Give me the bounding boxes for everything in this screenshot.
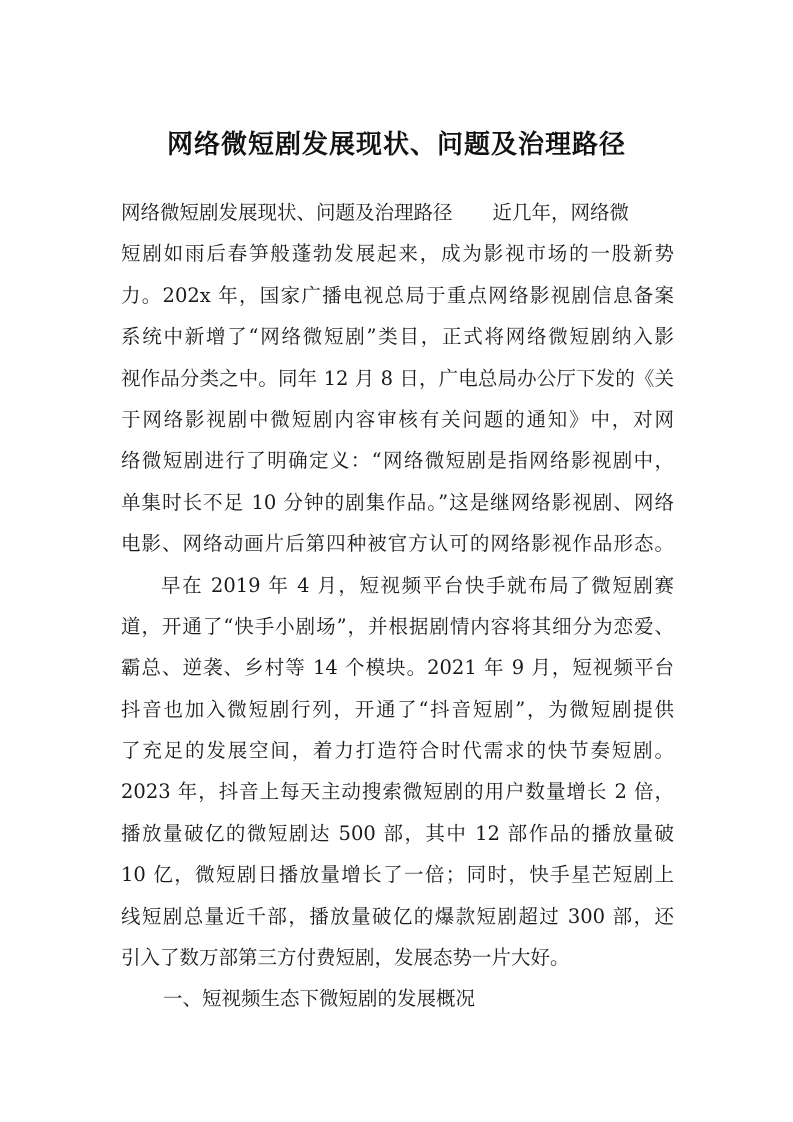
paragraph-line: 单集时长不足 10 分钟的剧集作品。”这是继网络影视剧、网络 xyxy=(121,490,674,514)
inline-title-repeat: 网络微短剧发展现状、问题及治理路径 xyxy=(121,201,453,224)
paragraph-2 xyxy=(121,565,674,979)
document-body xyxy=(121,192,674,1020)
paragraph-line: 力。202x 年，国家广播电视总局于重点网络影视剧信息备案 xyxy=(121,283,674,307)
paragraph-line: 线短剧总量近千部，播放量破亿的爆款短剧超过 300 部，还 xyxy=(121,904,674,928)
paragraph-line: 道，开通了“快手小剧场”，并根据剧情内容将其细分为恋爱、 xyxy=(121,614,674,638)
paragraph-line: 了充足的发展空间，着力打造符合时代需求的快节奏短剧。 xyxy=(121,739,674,763)
paragraph-line: 霸总、逆袭、乡村等 14 个模块。2021 年 9 月，短视频平台 xyxy=(121,656,674,680)
paragraph-line: 早在 2019 年 4 月，短视频平台快手就布局了微短剧赛 xyxy=(161,573,674,597)
paragraph-line: 10 亿，微短剧日播放量增长了一倍；同时，快手星芒短剧上 xyxy=(121,863,674,887)
paragraph-line: 引入了数万部第三方付费短剧，发展态势一片大好。 xyxy=(121,946,570,970)
paragraph-line: 络微短剧进行了明确定义：“网络微短剧是指网络影视剧中， xyxy=(121,449,674,473)
paragraph-1 xyxy=(121,192,674,565)
paragraph-line: 于网络影视剧中微短剧内容审核有关问题的通知》中，对网 xyxy=(121,407,674,431)
paragraph-line: 短剧如雨后春笋般蓬勃发展起来，成为影视市场的一股新势 xyxy=(121,242,674,266)
paragraph-text: 近几年，网络微 xyxy=(492,201,630,224)
paragraph-line: 视作品分类之中。同年 12 月 8 日，广电总局办公厅下发的《关 xyxy=(121,366,674,390)
paragraph-line: 系统中新增了“网络微短剧”类目，正式将网络微短剧纳入影 xyxy=(121,325,674,349)
document-title: 网络微短剧发展现状、问题及治理路径 xyxy=(166,130,626,160)
paragraph-line: 电影、网络动画片后第四种被官方认可的网络影视作品形态。 xyxy=(121,532,674,556)
paragraph-line: 播放量破亿的微短剧达 500 部，其中 12 部作品的播放量破 xyxy=(121,821,674,845)
paragraph-line: 2023 年，抖音上每天主动搜索微短剧的用户数量增长 2 倍， xyxy=(121,780,674,804)
paragraph-line: 抖音也加入微短剧行列，开通了“抖音短剧”，为微短剧提供 xyxy=(121,697,674,721)
section-heading: 一、短视频生态下微短剧的发展概况 xyxy=(163,987,476,1011)
paragraph-line xyxy=(121,192,674,233)
